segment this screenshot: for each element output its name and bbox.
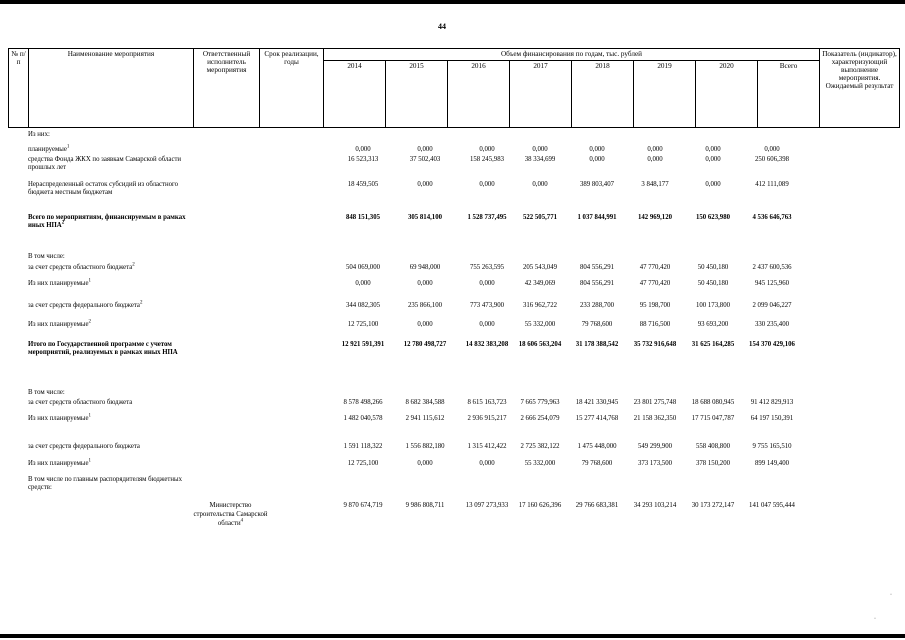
year-value: 344 082,305 [346,302,380,309]
row-name [28,181,193,197]
row-name-text: Нераспределенный остаток субсидий из областного бюджета местным бюджетам [28,181,179,196]
total-value: 4 536 646,763 [752,214,792,221]
year-value: 1 591 118,322 [343,443,383,450]
col-indicator-header: Показатель (индикатор), характеризующий выполнение мероприятия. Ожидаемый результат [820,49,900,128]
total-value: 330 235,400 [755,321,789,328]
year-header: 2020 [696,61,758,128]
row-name-text: Из них: [28,131,50,138]
row-name [28,321,193,329]
year-value: 373 173,500 [638,460,672,467]
year-value: 158 245,983 [470,156,504,163]
year-value: 0,000 [417,460,433,467]
row-name [28,302,193,310]
year-value: 0,000 [417,181,433,188]
row-name-text: планируемые [28,146,67,153]
total-value: 2 099 046,227 [752,302,792,309]
col-funding-header: Объем финансирования по годам, тыс. рублей [324,49,820,61]
corner-mark: · [874,616,876,622]
year-header: 2015 [386,61,448,128]
year-value: 93 693,200 [697,321,729,328]
row-name-text: Итого по Государственной программе с учетом мероприятий, реализуемых в рамках иных НПА [28,341,178,356]
year-value: 1 475 448,000 [577,443,617,450]
footnote-marker: 2 [132,262,135,268]
row-name-text: за счет средств областного бюджета [28,399,133,406]
year-value: 0,000 [647,146,663,153]
row-name [28,264,193,272]
year-value: 235 866,100 [408,302,442,309]
year-value: 558 408,800 [696,443,730,450]
row-name [28,156,193,172]
year-value: 0,000 [479,181,495,188]
row-name [28,131,193,139]
page-number: 44 [438,22,446,31]
year-value: 23 801 275,748 [633,399,677,406]
year-value: 0,000 [705,181,721,188]
row-name [28,146,193,154]
year-value: 305 814,100 [408,214,442,221]
total-value: 64 197 150,391 [750,415,794,422]
year-header: 2014 [324,61,386,128]
year-value: 1 556 882,180 [405,443,445,450]
footnote-marker: 1 [88,278,92,284]
year-value: 12 780 498,727 [403,341,447,348]
year-value: 0,000 [705,146,721,153]
row-name [28,460,193,468]
year-value: 0,000 [479,146,495,153]
footnote-marker: 2 [88,319,92,325]
year-value: 15 277 414,768 [575,415,619,422]
year-value: 12 725,100 [347,460,379,467]
year-value: 1 528 737,495 [467,214,507,221]
year-value: 1 315 412,422 [467,443,507,450]
total-value: 0,000 [764,146,780,153]
total-value: 250 606,398 [755,156,789,163]
year-value: 18 688 080,945 [691,399,735,406]
year-value: 79 768,600 [581,460,613,467]
year-value: 18 606 563,204 [518,341,562,348]
year-value: 389 803,407 [580,181,614,188]
row-name [28,399,193,407]
year-value: 18 421 330,945 [575,399,619,406]
year-value: 2 936 915,217 [467,415,507,422]
year-value: 2 941 115,612 [405,415,445,422]
year-value: 7 665 779,963 [520,399,560,406]
year-header: 2017 [510,61,572,128]
total-value: 412 111,089 [755,181,789,188]
total-value: 899 149,400 [755,460,789,467]
row-name-text: Из них планируемые [28,321,89,328]
year-value: 378 150,200 [696,460,730,467]
year-value: 17 715 047,787 [691,415,735,422]
year-value: 848 151,305 [346,214,380,221]
year-value: 55 332,000 [524,460,556,467]
row-name [28,280,193,288]
year-value: 35 732 916,648 [633,341,677,348]
year-value: 88 716,500 [639,321,671,328]
year-value: 1 482 040,578 [343,415,383,422]
row-name-text: средства Фонда ЖКХ по заявкам Самарской области прошлых лет [28,156,182,171]
footnote-marker: 1 [88,413,92,419]
row-name [28,253,193,261]
year-value: 47 770,420 [639,264,671,271]
year-value: 150 623,980 [696,214,730,221]
row-name [28,443,193,451]
year-value: 0,000 [417,321,433,328]
year-value: 79 768,600 [581,321,613,328]
year-header: 2019 [634,61,696,128]
year-value: 2 725 382,122 [520,443,560,450]
row-name-text: за счет средств федерального бюджета [28,443,140,450]
year-value: 8 578 498,266 [343,399,383,406]
year-value: 21 158 362,350 [633,415,677,422]
total-value: 154 370 429,106 [749,341,795,348]
year-value: 0,000 [589,146,605,153]
year-value: 549 299,900 [638,443,672,450]
year-value: 8 682 384,588 [405,399,445,406]
header-table [8,48,900,128]
footnote-marker: 1 [88,458,92,464]
year-value: 755 263,595 [470,264,504,271]
top-border [0,0,905,4]
year-value: 31 625 164,285 [691,341,735,348]
col-resp-header: Ответственный исполнитель мероприятия [194,49,260,128]
year-value: 0,000 [355,146,371,153]
col-term-header: Срок реализации, годы [260,49,324,128]
year-value: 0,000 [647,156,663,163]
total-value: 945 125,960 [755,280,789,287]
year-value: 100 173,800 [696,302,730,309]
ministry-footnote: 4 [240,518,244,524]
year-value: 69 948,000 [409,264,441,271]
year-value: 316 962,722 [523,302,557,309]
year-value: 504 069,000 [346,264,380,271]
year-value: 205 543,049 [523,264,557,271]
year-value: 804 556,291 [580,280,614,287]
total-value: 141 047 595,444 [749,502,795,509]
year-value: 55 332,000 [524,321,556,328]
total-value: 2 437 600,536 [752,264,792,271]
row-name-text: Из них планируемые [28,460,89,467]
row-name [28,214,193,230]
bottom-border [0,634,905,638]
year-value: 16 523,313 [347,156,379,163]
year-value: 31 178 388,542 [575,341,619,348]
row-name [28,389,193,397]
year-value: 14 832 383,208 [465,341,509,348]
total-value: 9 755 165,510 [752,443,792,450]
year-value: 34 293 103,214 [633,502,677,509]
year-value: 17 160 626,396 [518,502,562,509]
year-header: 2016 [448,61,510,128]
year-value: 0,000 [705,156,721,163]
row-name-text: за счет средств областного бюджета [28,264,133,271]
year-value: 0,000 [479,321,495,328]
ministry-text: Министерство строительства Самарской области [193,502,268,527]
year-value: 30 173 272,147 [691,502,735,509]
corner-mark: · [890,592,892,598]
year-value: 233 288,700 [580,302,614,309]
year-value: 95 198,700 [639,302,671,309]
year-value: 37 502,403 [409,156,441,163]
year-value: 1 037 844,991 [577,214,617,221]
year-value: 0,000 [532,146,548,153]
row-name [28,415,193,423]
year-header: 2018 [572,61,634,128]
col-num-header: № п/п [9,49,29,128]
row-name-text: В том числе: [28,253,65,260]
year-value: 50 450,180 [697,280,729,287]
row-name-text: В том числе по главным распорядителям бюджетных средств: [28,476,183,491]
year-value: 0,000 [479,460,495,467]
year-value: 42 349,069 [524,280,556,287]
footnote-marker: 2 [61,220,65,226]
year-value: 18 459,505 [347,181,379,188]
year-value: 0,000 [532,181,548,188]
year-value: 38 334,699 [524,156,556,163]
year-value: 0,000 [417,146,433,153]
row-name-text: Всего по мероприятиям, финансируемым в рамках иных НПА [28,214,186,229]
year-value: 2 666 254,079 [520,415,560,422]
row-name [28,476,193,492]
year-value: 29 766 683,381 [575,502,619,509]
ministry-label [193,501,268,528]
col-name-header: Наименование мероприятия [29,49,194,128]
footnote-marker: 1 [66,144,70,150]
footnote-marker: 2 [139,300,143,306]
year-header-total: Всего [758,61,820,128]
year-value: 9 986 808,711 [405,502,445,509]
year-value: 3 848,177 [641,181,669,188]
year-value: 804 556,291 [580,264,614,271]
year-value: 0,000 [479,280,495,287]
year-value: 0,000 [417,280,433,287]
year-value: 142 969,120 [638,214,672,221]
year-value: 12 725,100 [347,321,379,328]
year-value: 47 770,420 [639,280,671,287]
row-name-text: за счет средств федерального бюджета [28,302,140,309]
year-value: 0,000 [589,156,605,163]
year-value: 522 505,771 [523,214,557,221]
row-name-text: В том числе: [28,389,65,396]
year-value: 0,000 [355,280,371,287]
row-name-text: Из них планируемые [28,415,89,422]
year-value: 12 921 591,391 [341,341,385,348]
year-value: 50 450,180 [697,264,729,271]
row-name-text: Из них планируемые [28,280,89,287]
year-value: 773 473,900 [470,302,504,309]
year-value: 8 615 163,723 [467,399,507,406]
row-name [28,341,193,357]
total-value: 91 412 829,913 [750,399,794,406]
year-value: 9 870 674,719 [343,502,383,509]
year-value: 13 097 273,933 [465,502,509,509]
